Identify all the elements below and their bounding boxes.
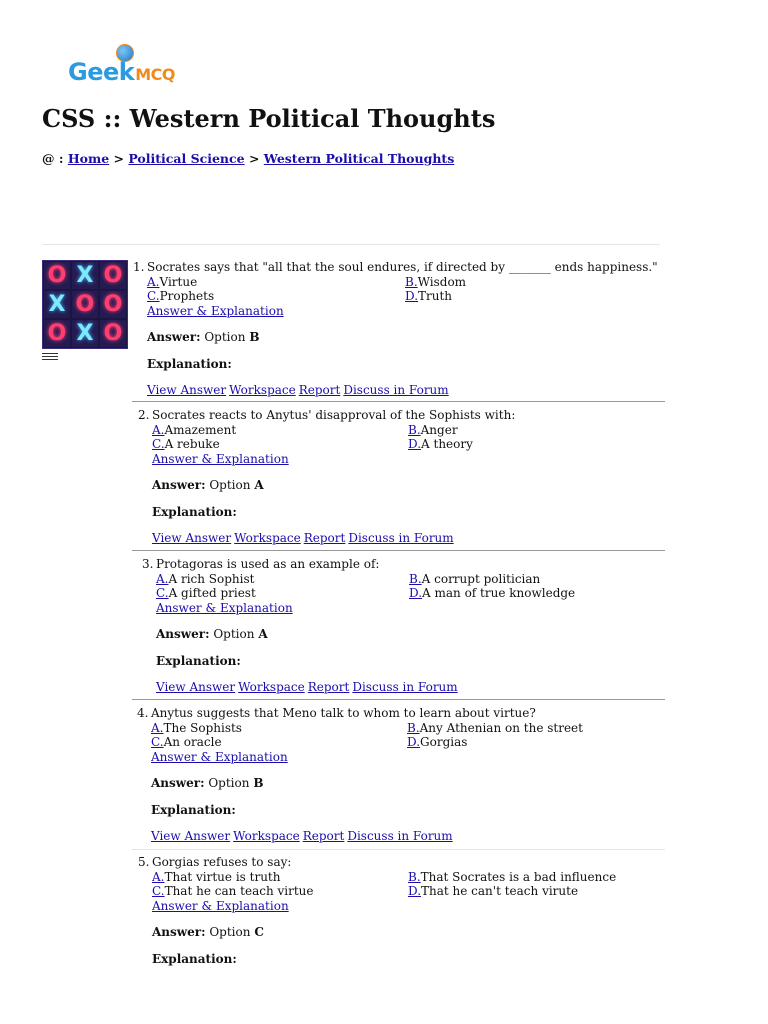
option-a-letter[interactable]: A. <box>151 720 164 735</box>
board-cell: O <box>44 262 70 289</box>
explanation-label: Explanation: <box>152 951 237 966</box>
logo-main: Geek <box>68 58 135 86</box>
question-item <box>138 855 660 966</box>
workspace-link[interactable]: Workspace <box>234 531 301 545</box>
board-cell: X <box>44 291 70 318</box>
option-d-text: Gorgias <box>420 735 468 749</box>
question-divider <box>132 550 665 551</box>
explanation-line <box>147 357 660 372</box>
option-c-letter[interactable]: C. <box>151 735 164 749</box>
answer-line <box>156 627 660 642</box>
report-link[interactable]: Report <box>298 383 341 397</box>
question-divider <box>132 401 665 402</box>
answer-label: Answer: <box>152 925 206 939</box>
explanation-line <box>156 654 660 669</box>
option-word: Option <box>208 776 250 790</box>
options <box>151 721 660 750</box>
breadcrumb-political-science-link[interactable]: Political Science <box>128 151 245 166</box>
option-b-text: Wisdom <box>417 274 467 289</box>
answer-line <box>152 478 660 493</box>
option-b[interactable] <box>407 721 583 736</box>
options <box>152 870 660 899</box>
tic-tac-toe-ad-image[interactable] <box>42 260 128 349</box>
option-a-text: That virtue is truth <box>164 869 281 884</box>
question-number: 3. <box>142 557 154 571</box>
question-divider <box>132 849 665 850</box>
answer-explanation-link[interactable]: Answer & Explanation <box>152 898 289 913</box>
options <box>152 423 660 452</box>
option-b[interactable] <box>408 423 458 438</box>
site-logo[interactable] <box>68 44 175 92</box>
option-a-letter[interactable]: A. <box>152 422 165 437</box>
option-d-letter[interactable]: D. <box>405 289 419 303</box>
report-link[interactable]: Report <box>303 531 346 545</box>
option-c[interactable] <box>147 289 214 304</box>
workspace-link[interactable]: Workspace <box>233 829 300 843</box>
option-b-letter[interactable]: B. <box>409 571 422 586</box>
question-item <box>133 260 660 398</box>
option-a[interactable] <box>156 572 254 587</box>
option-c-text: That he can teach virtue <box>164 884 314 898</box>
options <box>147 275 660 304</box>
option-d[interactable] <box>407 735 467 750</box>
option-b-letter[interactable]: B. <box>408 869 421 884</box>
option-d[interactable] <box>405 289 452 304</box>
option-d[interactable] <box>408 437 473 452</box>
view-answer-link[interactable]: View Answer <box>152 531 232 545</box>
option-c-letter[interactable]: C. <box>147 289 160 303</box>
answer-value: B <box>253 776 264 790</box>
question-divider <box>132 699 665 700</box>
option-b[interactable] <box>408 870 616 885</box>
explanation-line <box>151 803 660 818</box>
question-number: 2. <box>138 408 150 422</box>
option-c-text: Prophets <box>159 289 215 303</box>
option-c-letter[interactable]: C. <box>152 437 165 451</box>
option-a[interactable] <box>152 870 280 885</box>
options <box>156 572 660 601</box>
option-d-letter[interactable]: D. <box>408 437 422 451</box>
option-word: Option <box>204 330 246 344</box>
answer-value: A <box>254 478 264 492</box>
discuss-in-forum-link[interactable]: Discuss in Forum <box>343 383 449 397</box>
explanation-label: Explanation: <box>151 802 236 817</box>
option-a-text: Virtue <box>159 274 198 289</box>
answer-value: A <box>258 627 268 641</box>
action-links <box>152 531 660 546</box>
question-number: 1. <box>133 260 145 274</box>
option-a[interactable] <box>147 275 197 290</box>
option-c[interactable] <box>152 437 220 452</box>
option-c-text: A gifted priest <box>168 586 256 600</box>
answer-explanation-link[interactable]: Answer & Explanation <box>156 600 293 615</box>
breadcrumb-separator: > <box>248 151 260 166</box>
report-link[interactable]: Report <box>302 829 345 843</box>
option-a-letter[interactable]: A. <box>147 274 160 289</box>
option-b-text: A corrupt politician <box>421 571 541 586</box>
view-answer-link[interactable]: View Answer <box>151 829 231 843</box>
explanation-line <box>152 505 660 520</box>
answer-explanation-link[interactable]: Answer & Explanation <box>147 303 284 318</box>
option-d-letter[interactable]: D. <box>409 586 423 600</box>
action-links <box>156 680 660 695</box>
question-text: Socrates reacts to Anytus' disapproval of the Sophists with: <box>152 408 516 422</box>
question-text: Protagoras is used as an example of: <box>156 557 380 571</box>
question-text: Socrates says that "all that the soul endures, if directed by _______ ends happiness." <box>147 260 658 274</box>
explanation-label: Explanation: <box>152 504 237 519</box>
option-a[interactable] <box>152 423 236 438</box>
answer-label: Answer: <box>151 776 205 790</box>
option-a-text: Amazement <box>164 422 237 437</box>
answer-explanation-link[interactable]: Answer & Explanation <box>151 749 288 764</box>
option-d-text: A theory <box>421 437 473 451</box>
board-cell: X <box>72 262 98 289</box>
answer-explanation-link[interactable]: Answer & Explanation <box>152 451 289 466</box>
question-number: 5. <box>138 855 150 869</box>
board-cell: X <box>72 320 98 347</box>
logo-text <box>68 58 175 86</box>
report-link[interactable]: Report <box>307 680 350 694</box>
logo-suffix: MCQ <box>135 65 175 84</box>
option-d-text: That he can't teach virute <box>421 884 579 898</box>
option-b-letter[interactable]: B. <box>407 720 420 735</box>
board-cell: O <box>44 320 70 347</box>
page-title: CSS :: Western Political Thoughts <box>42 104 496 133</box>
option-b-letter[interactable]: B. <box>408 422 421 437</box>
answer-line <box>151 776 660 791</box>
breadcrumb-western-political-thoughts-link[interactable]: Western Political Thoughts <box>263 151 455 166</box>
option-word: Option <box>209 478 251 492</box>
option-d-letter[interactable]: D. <box>408 884 422 898</box>
option-d-text: Truth <box>418 289 453 303</box>
breadcrumb-home-link[interactable]: Home <box>67 151 110 166</box>
option-c-text: An oracle <box>163 735 222 749</box>
option-a-text: The Sophists <box>163 720 242 735</box>
question-item <box>138 408 660 546</box>
view-answer-link[interactable]: View Answer <box>147 383 227 397</box>
option-b-text: Any Athenian on the street <box>419 720 583 735</box>
option-b-text: That Socrates is a bad influence <box>420 869 617 884</box>
breadcrumb-separator: > <box>113 151 124 166</box>
answer-label: Answer: <box>147 330 201 344</box>
question-item <box>137 706 660 844</box>
option-d-letter[interactable]: D. <box>407 735 421 749</box>
option-b[interactable] <box>405 275 466 290</box>
answer-line <box>147 330 660 345</box>
action-links <box>151 829 660 844</box>
discuss-in-forum-link[interactable]: Discuss in Forum <box>347 829 453 843</box>
option-a-text: A rich Sophist <box>168 571 255 586</box>
answer-label: Answer: <box>156 627 210 641</box>
option-d[interactable] <box>409 586 575 601</box>
option-c[interactable] <box>151 735 222 750</box>
option-a-letter[interactable]: A. <box>156 571 169 586</box>
workspace-link[interactable]: Workspace <box>238 680 305 694</box>
option-a[interactable] <box>151 721 242 736</box>
workspace-link[interactable]: Workspace <box>229 383 296 397</box>
option-b[interactable] <box>409 572 540 587</box>
explanation-label: Explanation: <box>147 356 232 371</box>
option-b-text: Anger <box>420 422 458 437</box>
breadcrumb-prefix: @ : <box>42 151 64 166</box>
board-cell: O <box>100 291 126 318</box>
question-number: 4. <box>137 706 149 720</box>
option-b-letter[interactable]: B. <box>405 274 418 289</box>
answer-value: B <box>249 330 260 344</box>
menu-icon[interactable] <box>42 353 58 362</box>
option-c[interactable] <box>152 884 314 899</box>
question-item <box>142 557 660 695</box>
option-c-letter[interactable]: C. <box>156 586 169 600</box>
answer-value: C <box>254 925 264 939</box>
answer-line <box>152 925 660 940</box>
explanation-line <box>152 952 660 967</box>
option-c[interactable] <box>156 586 256 601</box>
question-text: Gorgias refuses to say: <box>152 855 292 869</box>
question-text: Anytus suggests that Meno talk to whom to learn about virtue? <box>151 706 536 720</box>
discuss-in-forum-link[interactable]: Discuss in Forum <box>352 680 458 694</box>
option-c-letter[interactable]: C. <box>152 884 165 898</box>
action-links <box>147 383 660 398</box>
board-cell: O <box>72 291 98 318</box>
board-cell: O <box>100 262 126 289</box>
answer-label: Answer: <box>152 478 206 492</box>
breadcrumb <box>42 151 454 166</box>
discuss-in-forum-link[interactable]: Discuss in Forum <box>348 531 454 545</box>
explanation-label: Explanation: <box>156 653 241 668</box>
board-cell: O <box>100 320 126 347</box>
option-word: Option <box>213 627 255 641</box>
option-c-text: A rebuke <box>164 437 220 451</box>
option-d[interactable] <box>408 884 578 899</box>
view-answer-link[interactable]: View Answer <box>156 680 236 694</box>
option-a-letter[interactable]: A. <box>152 869 165 884</box>
option-word: Option <box>209 925 251 939</box>
divider <box>42 244 660 245</box>
option-d-text: A man of true knowledge <box>422 586 576 600</box>
